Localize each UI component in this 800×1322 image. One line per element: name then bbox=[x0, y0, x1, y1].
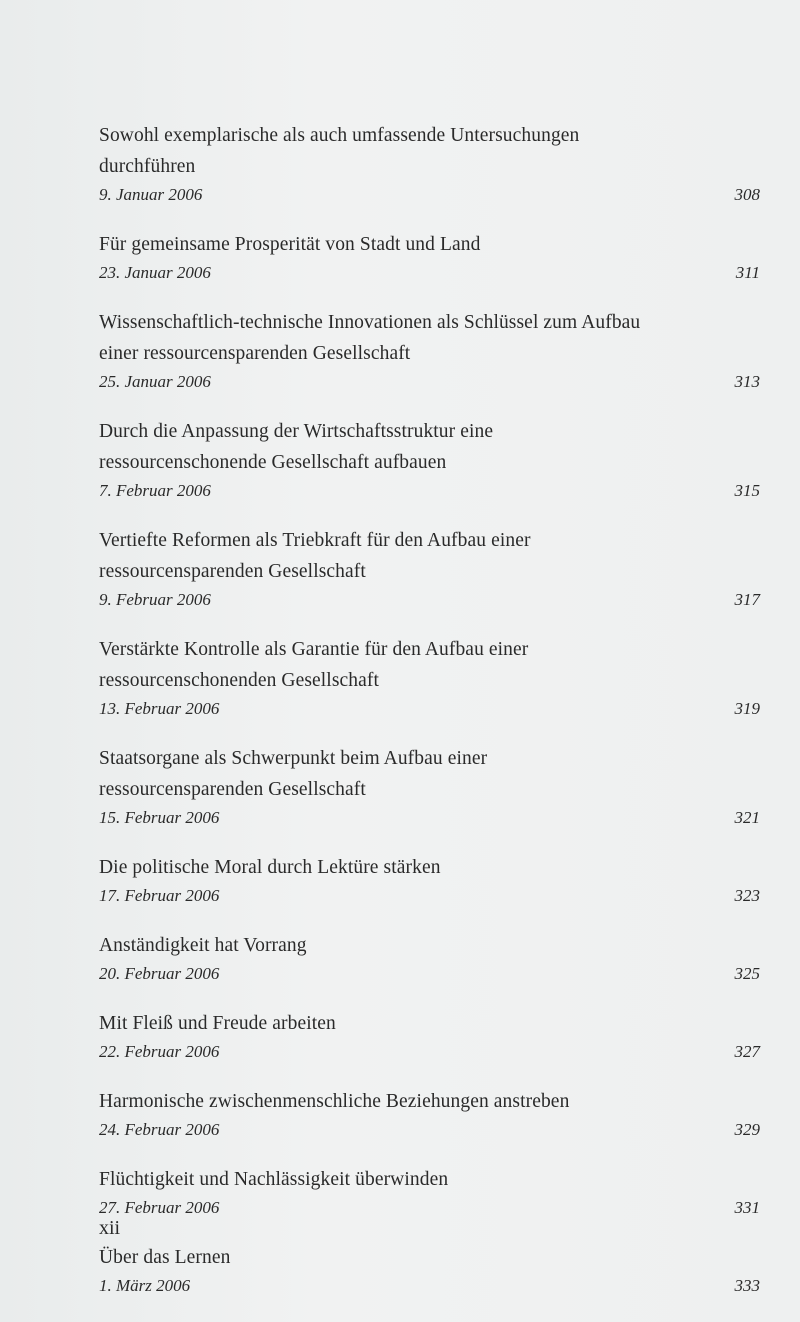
entry-meta bbox=[99, 369, 760, 395]
entry-page-number: 319 bbox=[734, 699, 760, 718]
entry-date: 25. Januar 2006 bbox=[99, 372, 211, 391]
entry-date: 22. Februar 2006 bbox=[99, 1042, 220, 1061]
entry-title: Sowohl exemplarische als auch umfassende Untersuchungen durchführen bbox=[99, 125, 580, 177]
toc-entry bbox=[99, 1008, 760, 1065]
toc-entry bbox=[99, 930, 760, 987]
toc-entry bbox=[99, 416, 760, 504]
toc-entry bbox=[99, 634, 760, 722]
entry-title: Wissenschaftlich-technische Innovationen als Schlüssel zum Aufbau einer ressourcensparenden Gesellschaft bbox=[99, 312, 641, 364]
entry-meta bbox=[99, 1117, 760, 1143]
toc-entry bbox=[99, 120, 760, 208]
entry-meta bbox=[99, 961, 760, 987]
table-of-contents bbox=[99, 120, 760, 1320]
toc-entry bbox=[99, 525, 760, 613]
entry-page-number: 311 bbox=[735, 263, 760, 282]
entry-date: 27. Februar 2006 bbox=[99, 1198, 220, 1217]
entry-meta bbox=[99, 260, 760, 286]
entry-meta bbox=[99, 1039, 760, 1065]
entry-title: Verstärkte Kontrolle als Garantie für den Aufbau einer ressourcenschonenden Gesellschaft bbox=[99, 639, 529, 691]
entry-date: 1. März 2006 bbox=[99, 1276, 191, 1295]
entry-page-number: 327 bbox=[734, 1042, 760, 1061]
page-folio: xii bbox=[99, 1217, 121, 1239]
entry-meta bbox=[99, 182, 760, 208]
entry-date: 9. Januar 2006 bbox=[99, 185, 203, 204]
entry-meta bbox=[99, 805, 760, 831]
entry-page-number: 317 bbox=[734, 590, 760, 609]
entry-page-number: 321 bbox=[734, 808, 760, 827]
entry-page-number: 315 bbox=[734, 481, 760, 500]
entry-meta bbox=[99, 478, 760, 504]
entry-title: Vertiefte Reformen als Triebkraft für den Aufbau einer ressourcensparenden Gesellschaft bbox=[99, 530, 531, 582]
toc-entry bbox=[99, 852, 760, 909]
entry-date: 9. Februar 2006 bbox=[99, 590, 211, 609]
entry-date: 23. Januar 2006 bbox=[99, 263, 211, 282]
entry-date: 7. Februar 2006 bbox=[99, 481, 211, 500]
entry-meta bbox=[99, 1273, 760, 1299]
entry-title: Durch die Anpassung der Wirtschaftsstruktur eine ressourcenschonende Gesellschaft aufbauen bbox=[99, 421, 494, 473]
entry-meta bbox=[99, 587, 760, 613]
entry-page-number: 333 bbox=[734, 1276, 760, 1295]
entry-page-number: 313 bbox=[734, 372, 760, 391]
entry-date: 24. Februar 2006 bbox=[99, 1120, 220, 1139]
toc-entry bbox=[99, 743, 760, 831]
entry-date: 20. Februar 2006 bbox=[99, 964, 220, 983]
entry-title: Flüchtigkeit und Nachlässigkeit überwinden bbox=[99, 1169, 449, 1190]
toc-entry bbox=[99, 1164, 760, 1221]
entry-date: 17. Februar 2006 bbox=[99, 886, 220, 905]
entry-meta bbox=[99, 883, 760, 909]
entry-page-number: 308 bbox=[734, 185, 760, 204]
entry-meta bbox=[99, 696, 760, 722]
entry-meta bbox=[99, 1195, 760, 1221]
toc-entry bbox=[99, 1086, 760, 1143]
entry-title: Mit Fleiß und Freude arbeiten bbox=[99, 1013, 336, 1034]
entry-date: 15. Februar 2006 bbox=[99, 808, 220, 827]
entry-page-number: 325 bbox=[734, 964, 760, 983]
entry-date: 13. Februar 2006 bbox=[99, 699, 220, 718]
entry-title: Staatsorgane als Schwerpunkt beim Aufbau einer ressourcensparenden Gesellschaft bbox=[99, 748, 488, 800]
entry-page-number: 331 bbox=[734, 1198, 760, 1217]
toc-entry bbox=[99, 1242, 760, 1299]
entry-title: Harmonische zwischenmenschliche Beziehungen anstreben bbox=[99, 1091, 570, 1112]
entry-title: Die politische Moral durch Lektüre stärken bbox=[99, 857, 441, 878]
entry-page-number: 323 bbox=[734, 886, 760, 905]
entry-title: Anständigkeit hat Vorrang bbox=[99, 935, 307, 956]
toc-entry bbox=[99, 307, 760, 395]
entry-title: Über das Lernen bbox=[99, 1247, 231, 1268]
entry-title: Für gemeinsame Prosperität von Stadt und Land bbox=[99, 234, 481, 255]
entry-page-number: 329 bbox=[734, 1120, 760, 1139]
toc-entry bbox=[99, 229, 760, 286]
